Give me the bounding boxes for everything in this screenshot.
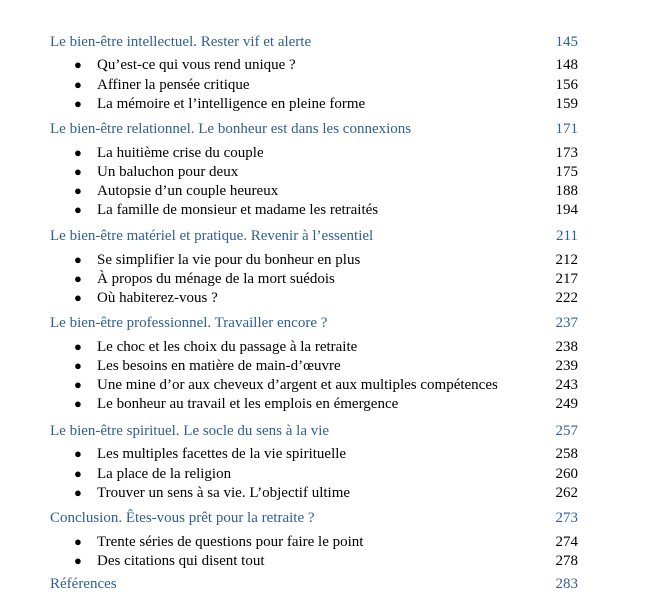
bullet-icon: ●	[74, 358, 82, 373]
bullet-icon: ●	[74, 96, 82, 111]
entry-title: Le choc et les choix du passage à la retraite	[97, 339, 358, 355]
entry-page-number: 274	[555, 534, 578, 550]
bullet-icon: ●	[74, 183, 82, 198]
section-title: Le bien-être matériel et pratique. Revenir à l’essentiel	[50, 228, 374, 244]
entry-title: La place de la religion	[97, 466, 232, 482]
entry-page-number: 194	[555, 202, 578, 218]
toc-entry[interactable]	[0, 55, 655, 75]
toc-entry[interactable]	[0, 75, 655, 95]
entry-title: Affiner la pensée critique	[97, 77, 250, 93]
entry-page-number: 175	[555, 164, 578, 180]
toc-entry[interactable]	[0, 269, 655, 289]
entry-title: La famille de monsieur et madame les retraités	[97, 202, 379, 218]
toc-entry[interactable]	[0, 375, 655, 395]
section-page-number: 283	[555, 576, 578, 592]
entry-page-number: 249	[555, 396, 578, 412]
toc-entry[interactable]	[0, 250, 655, 270]
toc-entry[interactable]	[0, 337, 655, 357]
bullet-icon: ●	[74, 339, 82, 354]
entry-title: La huitième crise du couple	[97, 145, 264, 161]
entry-title: À propos du ménage de la mort suédois	[97, 271, 335, 287]
entry-title: Les besoins en matière de main-d’œuvre	[97, 358, 341, 374]
toc-section-heading[interactable]	[0, 313, 655, 333]
entry-page-number: 156	[555, 77, 578, 93]
toc-section-heading[interactable]	[0, 32, 655, 52]
entry-page-number: 173	[555, 145, 578, 161]
entry-title: Se simplifier la vie pour du bonheur en plus	[97, 252, 361, 268]
toc-entry[interactable]	[0, 464, 655, 484]
entry-title: Qu’est-ce qui vous rend unique ?	[97, 57, 296, 73]
toc-section-heading[interactable]	[0, 226, 655, 246]
entry-title: Trente séries de questions pour faire le point	[97, 534, 364, 550]
entry-title: Trouver un sens à sa vie. L’objectif ultime	[97, 485, 351, 501]
toc-entry[interactable]	[0, 551, 655, 571]
entry-page-number: 238	[555, 339, 578, 355]
section-page-number: 171	[555, 121, 578, 137]
section-title: Références	[50, 576, 117, 592]
section-title: Le bien-être professionnel. Travailler encore ?	[50, 315, 328, 331]
bullet-icon: ●	[74, 164, 82, 179]
bullet-icon: ●	[74, 57, 82, 72]
entry-title: Une mine d’or aux cheveux d’argent et aux multiples compétences	[97, 377, 498, 393]
toc-section-heading[interactable]	[0, 421, 655, 441]
section-title: Le bien-être spirituel. Le socle du sens à la vie	[50, 423, 330, 439]
entry-page-number: 278	[555, 553, 578, 569]
toc-entry[interactable]	[0, 444, 655, 464]
bullet-icon: ●	[74, 446, 82, 461]
bullet-icon: ●	[74, 145, 82, 160]
toc-entry[interactable]	[0, 143, 655, 163]
section-page-number: 273	[555, 510, 578, 526]
section-page-number: 211	[556, 228, 578, 244]
toc-section-heading[interactable]	[0, 508, 655, 528]
entry-page-number: 243	[555, 377, 578, 393]
bullet-icon: ●	[74, 485, 82, 500]
bullet-icon: ●	[74, 202, 82, 217]
toc-entry[interactable]	[0, 162, 655, 182]
bullet-icon: ●	[74, 290, 82, 305]
entry-page-number: 258	[555, 446, 578, 462]
entry-page-number: 260	[555, 466, 578, 482]
entry-page-number: 212	[555, 252, 578, 268]
bullet-icon: ●	[74, 252, 82, 267]
toc-entry[interactable]	[0, 483, 655, 503]
bullet-icon: ●	[74, 396, 82, 411]
bullet-icon: ●	[74, 553, 82, 568]
entry-title: Les multiples facettes de la vie spirituelle	[97, 446, 347, 462]
entry-page-number: 239	[555, 358, 578, 374]
bullet-icon: ●	[74, 77, 82, 92]
section-page-number: 237	[555, 315, 578, 331]
entry-page-number: 262	[555, 485, 578, 501]
section-title: Le bien-être relationnel. Le bonheur est dans les connexions	[50, 121, 412, 137]
toc-entry[interactable]	[0, 356, 655, 376]
toc-section-heading[interactable]	[0, 574, 655, 594]
entry-title: Le bonheur au travail et les emplois en émergence	[97, 396, 399, 412]
entry-page-number: 188	[555, 183, 578, 199]
entry-title: Où habiterez-vous ?	[97, 290, 218, 306]
entry-page-number: 159	[555, 96, 578, 112]
entry-title: La mémoire et l’intelligence en pleine forme	[97, 96, 366, 112]
section-page-number: 257	[555, 423, 578, 439]
bullet-icon: ●	[74, 466, 82, 481]
section-page-number: 145	[555, 34, 578, 50]
toc-entry[interactable]	[0, 94, 655, 114]
entry-page-number: 217	[555, 271, 578, 287]
bullet-icon: ●	[74, 271, 82, 286]
entry-title: Des citations qui disent tout	[97, 553, 265, 569]
bullet-icon: ●	[74, 377, 82, 392]
section-title: Le bien-être intellectuel. Rester vif et alerte	[50, 34, 312, 50]
toc-entry[interactable]	[0, 532, 655, 552]
section-title: Conclusion. Êtes-vous prêt pour la retraite ?	[50, 510, 315, 526]
toc-entry[interactable]	[0, 288, 655, 308]
entry-title: Autopsie d’un couple heureux	[97, 183, 279, 199]
entry-title: Un baluchon pour deux	[97, 164, 239, 180]
toc-entry[interactable]	[0, 181, 655, 201]
toc-section-heading[interactable]	[0, 119, 655, 139]
toc-entry[interactable]	[0, 394, 655, 414]
entry-page-number: 222	[555, 290, 578, 306]
toc-entry[interactable]	[0, 200, 655, 220]
bullet-icon: ●	[74, 534, 82, 549]
entry-page-number: 148	[555, 57, 578, 73]
